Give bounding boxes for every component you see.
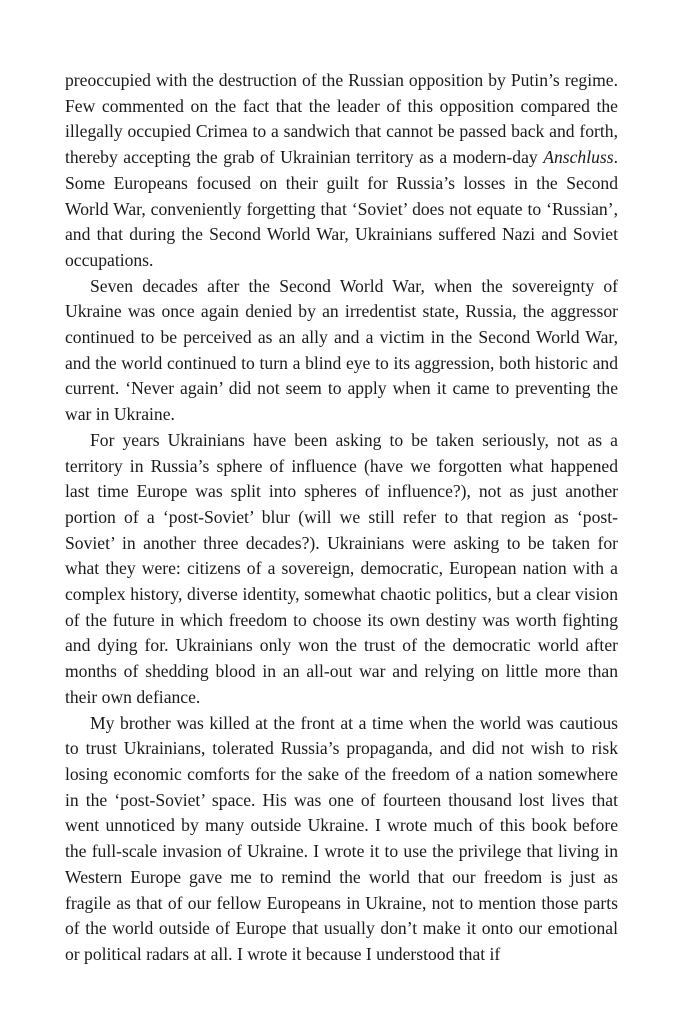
page-body — [65, 68, 618, 968]
paragraph-3-text: For years Ukrainians have been asking to be taken seriously, not as a territory in Russia’s sphere of influence (have we forgotten what happened last time Europe was split into spheres of influence?), not as just another portion of a ‘post-Soviet’ blur (will we still refer to that region as ‘post-Soviet’ in another three decades?). Ukrainians were asking to be taken for what they were: citizens of a sovereign, democratic, European nation with a complex history, diverse identity, somewhat chaotic politics, but a clear vision of the future in which freedom to choose its own destiny was worth fighting and dying for. Ukrainians only won the trust of the democratic world after months of shedding blood in an all-out war and relying on little more than their own defiance. — [65, 429, 618, 707]
paragraph-4-text: My brother was killed at the front at a time when the world was cautious to trust Ukrainians, tolerated Russia’s propaganda, and did not wish to risk losing economic comforts for the sake of the freedom of a nation somewhere in the ‘post-Soviet’ space. His was one of fourteen thousand lost lives that went unnoticed by many outside Ukraine. I wrote much of this book before the full-scale invasion of Ukraine. I wrote it to use the privilege that living in Western Europe gave me to remind the world that our freedom is just as fragile as that of our fellow Europeans in Ukraine, not to mention those parts of the world outside of Europe that usually don’t make it onto our emotional or political radars at all. I wrote it because I understood that if — [65, 712, 618, 964]
paragraph-3 — [65, 428, 618, 711]
paragraph-1-text-b: . Some Europeans focused on their guilt for Russia’s losses in the Second World War, conveniently forgetting that ‘Soviet’ does not equate to ‘Russian’, and that during the Second World War, Ukrainians suffered Nazi and Soviet occupations. — [65, 147, 618, 270]
paragraph-4 — [65, 711, 618, 968]
paragraph-2-text: Seven decades after the Second World War, when the sovereignty of Ukraine was once again denied by an irredentist state, Russia, the aggressor continued to be perceived as an ally and a victim in the Second World War, and the world continued to turn a blind eye to its aggression, both historic and current. ‘Never again’ did not seem to apply when it came to preventing the war in Ukraine. — [65, 275, 618, 425]
paragraph-1-italic-term: Anschluss — [543, 147, 614, 168]
paragraph-1-text-a: preoccupied with the destruction of the Russian opposition by Putin’s regime. Few commented on the fact that the leader of this opposition compared the illegally occupied Crimea to a sandwich that cannot be passed back and forth, thereby accepting the grab of Ukrainian territory as a modern-day — [65, 70, 618, 168]
paragraph-2 — [65, 274, 618, 428]
paragraph-1 — [65, 68, 618, 274]
